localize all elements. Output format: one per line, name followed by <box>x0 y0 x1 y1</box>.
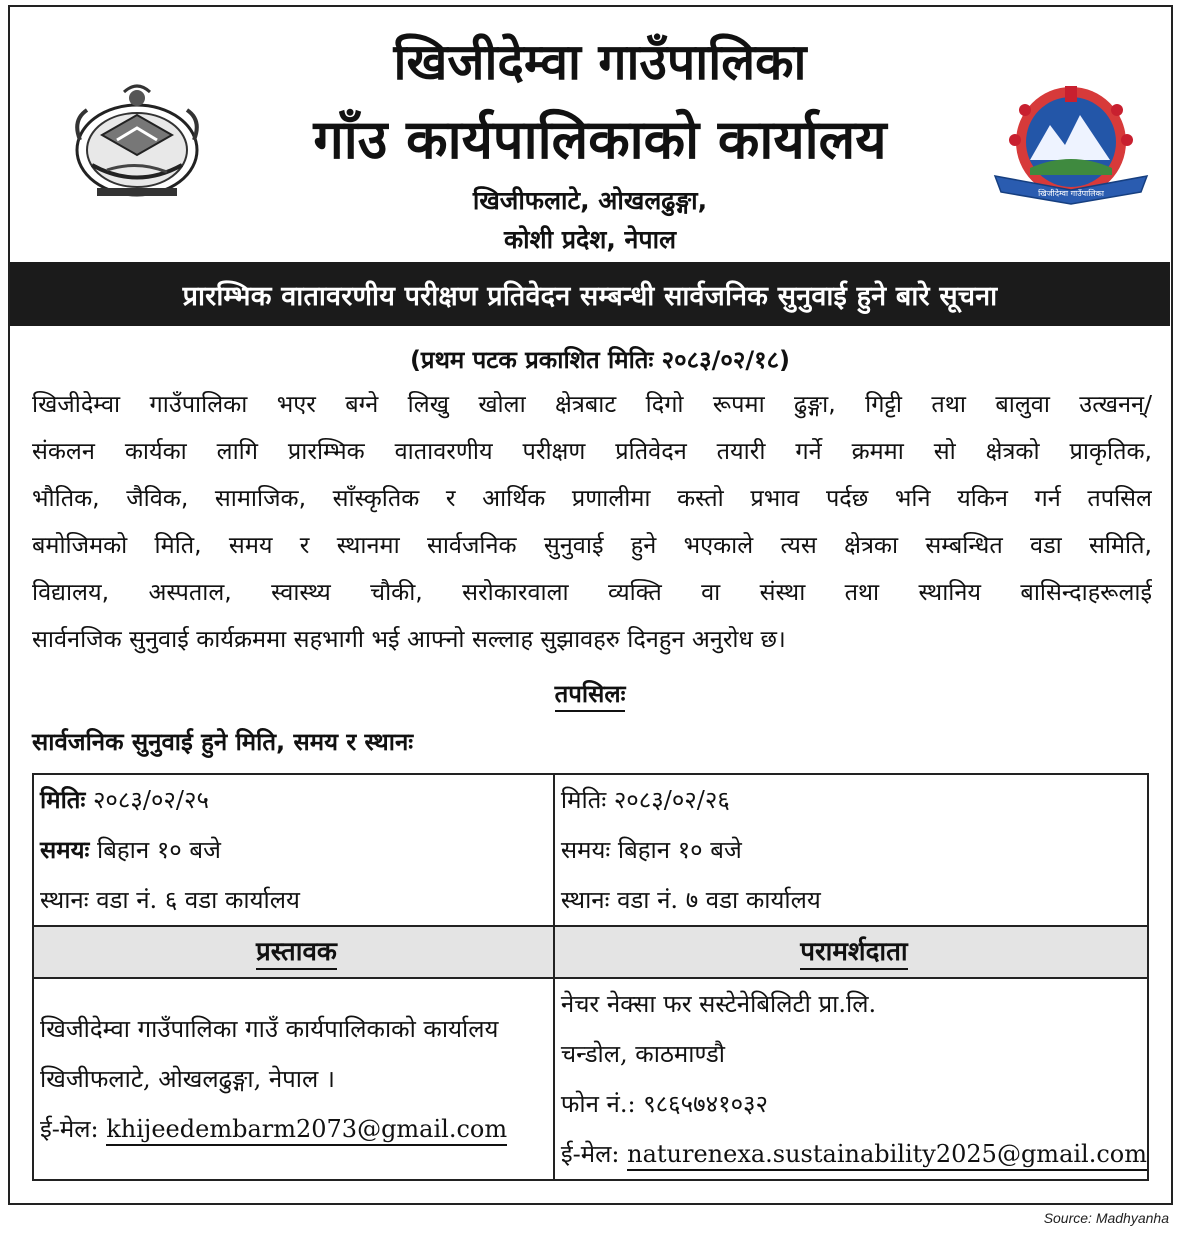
schedule-title <box>480 677 700 710</box>
office-title-line1: खिजीदेम्वा गाउँपालिका <box>393 33 807 91</box>
notice-banner <box>10 262 1170 326</box>
proponent-header: प्रस्तावक <box>33 926 554 978</box>
schedule-title-text: तपसिलः <box>555 680 626 712</box>
session-time: समयः बिहान १० बजे <box>560 836 742 864</box>
proponent-email-link[interactable]: khijeedembarm2073@gmail.com <box>106 1115 507 1146</box>
proponent-address: खिजीफलाटे, ओखलढुङ्गा, नेपाल । <box>40 1065 336 1093</box>
session-date: मितिः २०८३/०२/२६ <box>560 786 730 814</box>
proponent-email-row: ई-मेल: khijeedembarm2073@gmail.com <box>40 1104 553 1154</box>
address-line2: कोशी प्रदेश, नेपाल <box>503 225 677 254</box>
body-line: विद्यालय, अस्पताल, स्वास्थ्य चौकी, सरोकारवाला व्यक्ति वा संस्था तथा स्थानिय बासिन्दाहरूलाई <box>32 578 1152 606</box>
consultant-phone: फोन नं.: ९८६५७४१०३२ <box>560 1090 769 1118</box>
hearing-details-table <box>32 773 1149 1181</box>
consultant-email-row: ई-मेल: naturenexa.sustainability2025@gmail.com <box>561 1129 1147 1179</box>
body-line: भौतिक, जैविक, सामाजिक, साँस्कृतिक र आर्थिक प्रणालीमा कस्तो प्रभाव पर्दछ भनि यकिन गर्न तपसिल <box>32 484 1152 512</box>
body-line: संकलन कार्यका लागि प्रारम्भिक वातावरणीय परीक्षण प्रतिवेदन तयारी गर्ने क्रममा सो क्षेत्रको प्राकृतिक, <box>32 437 1152 465</box>
consultant-name: नेचर नेक्सा फर सस्टेनेबिलिटी प्रा.लि. <box>560 990 877 1018</box>
consultant-email-link[interactable]: naturenexa.sustainability2025@gmail.com <box>627 1140 1147 1171</box>
consultant-cell <box>554 978 1148 1180</box>
session-time: समयः बिहान १० बजे <box>40 835 221 864</box>
session-cell-2 <box>554 774 1148 926</box>
municipality-logo-icon <box>985 80 1157 210</box>
body-line: बमोजिमको मिति, समय र स्थानमा सार्वजनिक सुनुवाई हुने भएकाले त्यस क्षेत्रका सम्बन्धित वडा समिति, <box>32 531 1152 559</box>
session-cell-1 <box>33 774 554 926</box>
nepal-emblem-icon <box>62 80 212 205</box>
address-line1: खिजीफलाटे, ओखलढुङ्गा, <box>472 186 708 215</box>
source-credit: Source: Madhyanha <box>1043 1210 1169 1226</box>
consultant-address: चन्डोल, काठमाण्डौ <box>560 1040 725 1068</box>
proponent-cell <box>33 978 554 1180</box>
hearing-heading: सार्वजनिक सुनुवाई हुने मिति, समय र स्थानः <box>32 728 414 756</box>
svg-text:खिजीदेम्वा गाउँपालिका: खिजीदेम्वा गाउँपालिका <box>1038 189 1104 198</box>
banner-text: प्रारम्भिक वातावरणीय परीक्षण प्रतिवेदन सम्बन्धी सार्वजनिक सुनुवाई हुने बारे सूचना <box>182 280 998 312</box>
first-published-date: (प्रथम पटक प्रकाशित मितिः २०८३/०२/१८) <box>409 346 791 374</box>
body-line: सार्वनजिक सुनुवाई कार्यक्रममा सहभागी भई आफ्नो सल्लाह सुझावहरु दिनहुन अनुरोध छ। <box>32 625 786 653</box>
session-place: स्थानः वडा नं. ७ वडा कार्यालय <box>560 886 821 914</box>
office-title-line2: गाँउ कार्यपालिकाको कार्यालय <box>313 108 887 171</box>
session-date: मितिः २०८३/०२/२५ <box>40 785 209 814</box>
consultant-header: परामर्शदाता <box>554 926 1148 978</box>
proponent-name: खिजीदेम्वा गाउँपालिका गाउँ कार्यपालिकाको कार्यालय <box>40 1015 499 1043</box>
session-place: स्थानः वडा नं. ६ वडा कार्यालय <box>40 886 300 914</box>
notice-body <box>32 381 1152 663</box>
body-line: खिजीदेम्वा गाउँपालिका भएर बग्ने लिखु खोला क्षेत्रबाट दिगो रूपमा ढुङ्गा, गिट्टी तथा बालुवा उत्खनन्/ <box>32 390 1152 418</box>
